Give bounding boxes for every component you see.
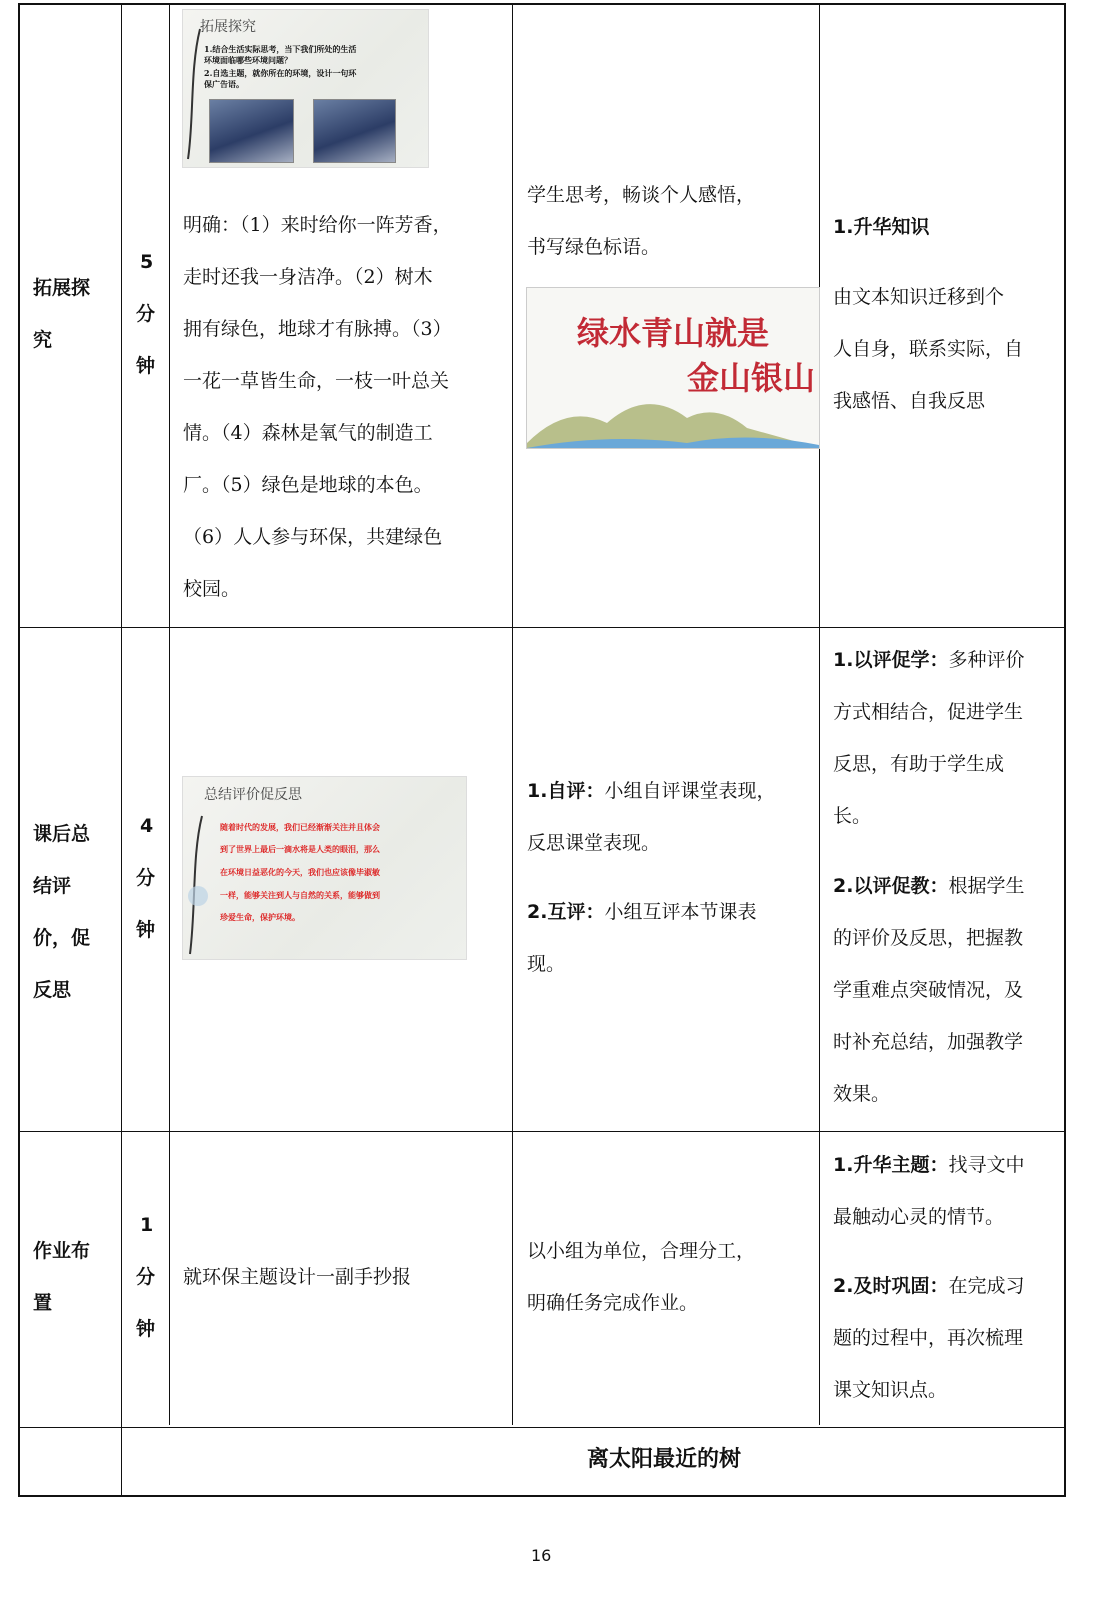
intent-heading: 1.升华主题： xyxy=(833,1154,949,1176)
time-line: 5 xyxy=(140,251,154,273)
time-line: 分 xyxy=(136,867,156,889)
stage-line: 作业布 xyxy=(33,1240,91,1262)
time-line: 钟 xyxy=(136,355,156,377)
slide-line: 环境面临哪些环境问题？ xyxy=(204,55,292,65)
slide-thumbnail xyxy=(182,776,467,960)
classroom-photo xyxy=(209,99,294,163)
intent-line: 课文知识点。 xyxy=(833,1379,948,1401)
poster-text: 绿水青山就是 xyxy=(577,314,770,352)
intent-text: 找寻文中 xyxy=(948,1154,1025,1176)
intent-line xyxy=(833,860,1024,912)
student-heading: 2.互评： xyxy=(527,901,605,923)
student-text: 小组互评本节课表 xyxy=(604,901,757,923)
student-line: 反思课堂表现。 xyxy=(527,832,661,854)
intent-line: 由文本知识迁移到个 xyxy=(833,286,1005,308)
intent-line: 时补充总结，加强教学 xyxy=(833,1031,1024,1053)
slide-title: 拓展探究 xyxy=(200,19,256,35)
student-line: 以小组为单位，合理分工， xyxy=(527,1240,756,1262)
row-divider xyxy=(20,627,1064,628)
intent-line: 人自身，联系实际，自 xyxy=(833,338,1024,360)
feather-decoration-icon xyxy=(182,776,216,960)
student-heading: 1.自评： xyxy=(527,780,605,802)
slide-title: 总结评价促反思 xyxy=(204,787,302,803)
slide-thumbnail xyxy=(182,9,429,168)
slide-line: 在环境日益恶化的今天，我们也应该像毕淑敏 xyxy=(220,867,380,877)
intent-line: 长。 xyxy=(833,805,872,827)
intent-text: 在完成习 xyxy=(948,1275,1025,1297)
teacher-line: 走时还我一身洁净。（2）树木 xyxy=(183,266,433,288)
teacher-line: 情。（4）森林是氧气的制造工 xyxy=(183,422,433,444)
student-line: 现。 xyxy=(527,953,566,975)
row-divider xyxy=(20,1131,1064,1132)
slide-line: 2.自选主题，就你所在的环境，设计一句环 xyxy=(204,68,357,78)
slide-line: 到了世界上最后一滴水将是人类的眼泪，那么 xyxy=(220,844,380,854)
board-design-title: 离太阳最近的树 xyxy=(587,1447,742,1472)
intent-line xyxy=(833,1260,1024,1312)
time-line: 钟 xyxy=(136,1318,156,1340)
intent-line: 效果。 xyxy=(833,1083,891,1105)
slide-line: 珍爱生命，保护环境。 xyxy=(220,912,300,922)
student-line xyxy=(527,765,775,817)
intent-text: 根据学生 xyxy=(948,875,1025,897)
intent-heading: 1.升华知识 xyxy=(833,216,930,238)
time-line: 钟 xyxy=(136,919,156,941)
intent-line: 学重难点突破情况，及 xyxy=(833,979,1024,1001)
student-line: 明确任务完成作业。 xyxy=(527,1292,699,1314)
col-divider xyxy=(512,5,513,1425)
intent-heading: 2.以评促教： xyxy=(833,875,949,897)
slide-line: 一样，能够关注到人与自然的关系，能够做到 xyxy=(220,890,380,900)
stage-line: 究 xyxy=(33,329,53,351)
student-line: 书写绿色标语。 xyxy=(527,236,661,258)
intent-heading: 1.以评促学： xyxy=(833,649,949,671)
col-divider xyxy=(169,5,170,1425)
time-line: 分 xyxy=(136,1266,156,1288)
stage-line: 拓展探 xyxy=(33,277,91,299)
time-line: 4 xyxy=(140,815,154,837)
stage-line: 置 xyxy=(33,1292,53,1314)
row-divider xyxy=(20,1427,1064,1428)
classroom-photo xyxy=(313,99,396,163)
slide-line: 随着时代的发展，我们已经渐渐关注并且体会 xyxy=(220,822,380,832)
intent-line: 方式相结合，促进学生 xyxy=(833,701,1024,723)
stage-line: 结评 xyxy=(33,875,72,897)
slide-line: 1.结合生活实际思考，当下我们所处的生活 xyxy=(204,44,357,54)
time-line: 1 xyxy=(140,1214,154,1236)
slide-line: 保广告语。 xyxy=(204,79,244,89)
intent-line: 最触动心灵的情节。 xyxy=(833,1206,1005,1228)
student-line xyxy=(527,886,756,938)
teacher-line: 校园。 xyxy=(183,578,241,600)
intent-line: 的评价及反思，把握教 xyxy=(833,927,1024,949)
col-divider xyxy=(121,5,122,1495)
stage-line: 课后总 xyxy=(33,823,91,845)
teacher-line: （6）人人参与环保，共建绿色 xyxy=(183,526,443,548)
intent-heading: 2.及时巩固： xyxy=(833,1275,949,1297)
teacher-line: 拥有绿色，地球才有脉搏。（3） xyxy=(183,318,452,340)
intent-line: 反思，有助于学生成 xyxy=(833,753,1005,775)
intent-line: 我感悟、自我反思 xyxy=(833,390,986,412)
slogan-poster xyxy=(526,287,820,449)
col-divider xyxy=(819,5,820,1425)
mountain-drawing-icon xyxy=(527,383,819,448)
poster-text: 金山银山 xyxy=(687,359,816,397)
stage-line: 价，促 xyxy=(33,927,91,949)
intent-line xyxy=(833,634,1024,686)
time-line: 分 xyxy=(136,303,156,325)
teacher-line: 明确：（1）来时给你一阵芳香， xyxy=(183,214,452,236)
intent-line xyxy=(833,1139,1024,1191)
teacher-line: 一花一草皆生命，一枝一叶总关 xyxy=(183,370,450,392)
page-number: 16 xyxy=(531,1546,552,1565)
feather-decoration-icon xyxy=(182,9,212,168)
teacher-line: 厂。（5）绿色是地球的本色。 xyxy=(183,474,433,496)
intent-line: 题的过程中，再次梳理 xyxy=(833,1327,1024,1349)
stage-line: 反思 xyxy=(33,979,72,1001)
student-line: 学生思考，畅谈个人感悟， xyxy=(527,184,756,206)
intent-text: 多种评价 xyxy=(948,649,1025,671)
teacher-line: 就环保主题设计一副手抄报 xyxy=(183,1266,412,1288)
student-text: 小组自评课堂表现， xyxy=(604,780,776,802)
